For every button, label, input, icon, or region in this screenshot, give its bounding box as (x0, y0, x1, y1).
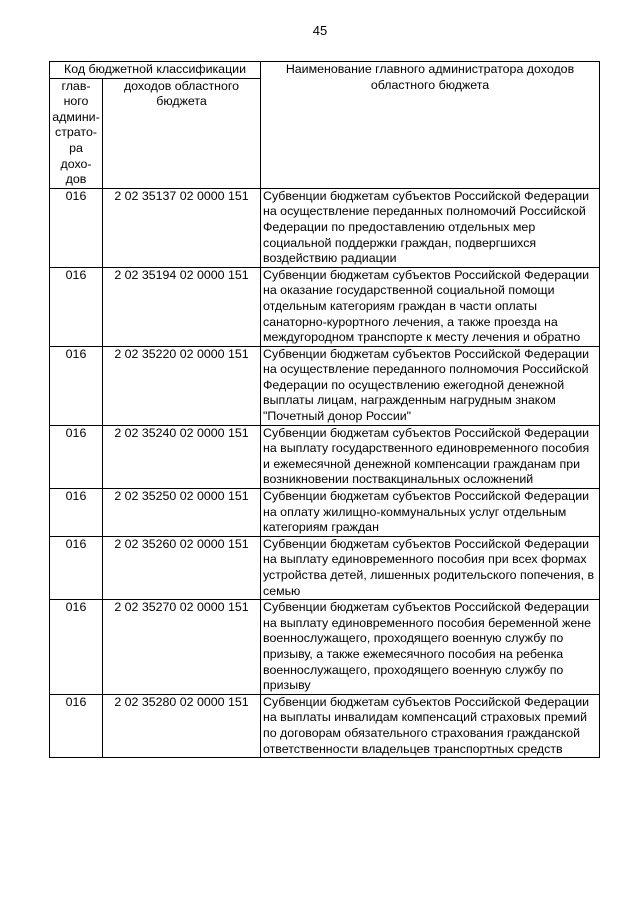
table-row (50, 267, 600, 346)
header-row-group (50, 62, 600, 79)
administrator-name-cell: Субвенции бюджетам субъектов Российской Федерации на выплату единовременного пособия беременной жене военнослужащего, проходящего военную службу по призыву, а также ежемесячного пособия на ребенка военнослужащего, проходящего военную службу по призыву (261, 600, 600, 695)
income-code-cell: 2 02 35260 02 0000 151 (103, 536, 261, 599)
admin-code-cell: 016 (50, 694, 103, 757)
income-code-cell: 2 02 35220 02 0000 151 (103, 346, 261, 425)
budget-classification-table (49, 61, 600, 758)
table-row (50, 188, 600, 267)
table-row (50, 694, 600, 757)
admin-code-cell: 016 (50, 188, 103, 267)
administrator-name-cell: Субвенции бюджетам субъектов Российской Федерации на выплату государственного единовременного пособия и ежемесячной денежной компенсации гражданам при возникновении поствакцинальных осложнений (261, 425, 600, 488)
admin-code-cell: 016 (50, 267, 103, 346)
income-code-cell: 2 02 35280 02 0000 151 (103, 694, 261, 757)
header-administrator-name: Наименование главного администратора доходов областного бюджета (261, 62, 600, 189)
table-header (50, 62, 600, 189)
income-code-cell: 2 02 35194 02 0000 151 (103, 267, 261, 346)
table-row (50, 600, 600, 695)
admin-code-cell: 016 (50, 536, 103, 599)
administrator-name-cell: Субвенции бюджетам субъектов Российской Федерации на осуществление переданных полномочий Российской Федерации по предоставлению отдельных мер социальной поддержки граждан, подвергшихся воздействию радиации (261, 188, 600, 267)
income-code-cell: 2 02 35270 02 0000 151 (103, 600, 261, 695)
admin-code-cell: 016 (50, 489, 103, 537)
administrator-name-cell: Субвенции бюджетам субъектов Российской Федерации на выплату единовременного пособия при всех формах устройства детей, лишенных родительского попечения, в семью (261, 536, 600, 599)
table-row (50, 425, 600, 488)
administrator-name-cell: Субвенции бюджетам субъектов Российской Федерации на оплату жилищно-коммунальных услуг отдельным категориям граждан (261, 489, 600, 537)
table-row (50, 346, 600, 425)
table-body (50, 188, 600, 757)
administrator-name-cell: Субвенции бюджетам субъектов Российской Федерации на оказание государственной социальной помощи отдельным категориям граждан в части оплаты санаторно-курортного лечения, а также проезда на междугородном транспорте к месту лечения и обратно (261, 267, 600, 346)
header-main-administrator-text: глав- ного админи- страто- ра дохо- дов (52, 78, 100, 187)
page-number: 45 (312, 23, 328, 38)
income-code-cell: 2 02 35240 02 0000 151 (103, 425, 261, 488)
table-row (50, 489, 600, 537)
header-main-administrator (50, 78, 103, 188)
header-regional-budget-income: доходов областного бюджета (103, 78, 261, 188)
header-budget-classification-code: Код бюджетной классификации (50, 62, 261, 79)
admin-code-cell: 016 (50, 600, 103, 695)
table-row (50, 536, 600, 599)
income-code-cell: 2 02 35250 02 0000 151 (103, 489, 261, 537)
administrator-name-cell: Субвенции бюджетам субъектов Российской Федерации на выплаты инвалидам компенсаций страховых премий по договорам обязательного страхования гражданской ответственности владельцев транспортных средств (261, 694, 600, 757)
admin-code-cell: 016 (50, 425, 103, 488)
income-code-cell: 2 02 35137 02 0000 151 (103, 188, 261, 267)
administrator-name-cell: Субвенции бюджетам субъектов Российской Федерации на осуществление переданного полномочия Российской Федерации по осуществлению ежегодной денежной выплаты лицам, награжденным нагрудным знаком "Почетный донор России" (261, 346, 600, 425)
admin-code-cell: 016 (50, 346, 103, 425)
